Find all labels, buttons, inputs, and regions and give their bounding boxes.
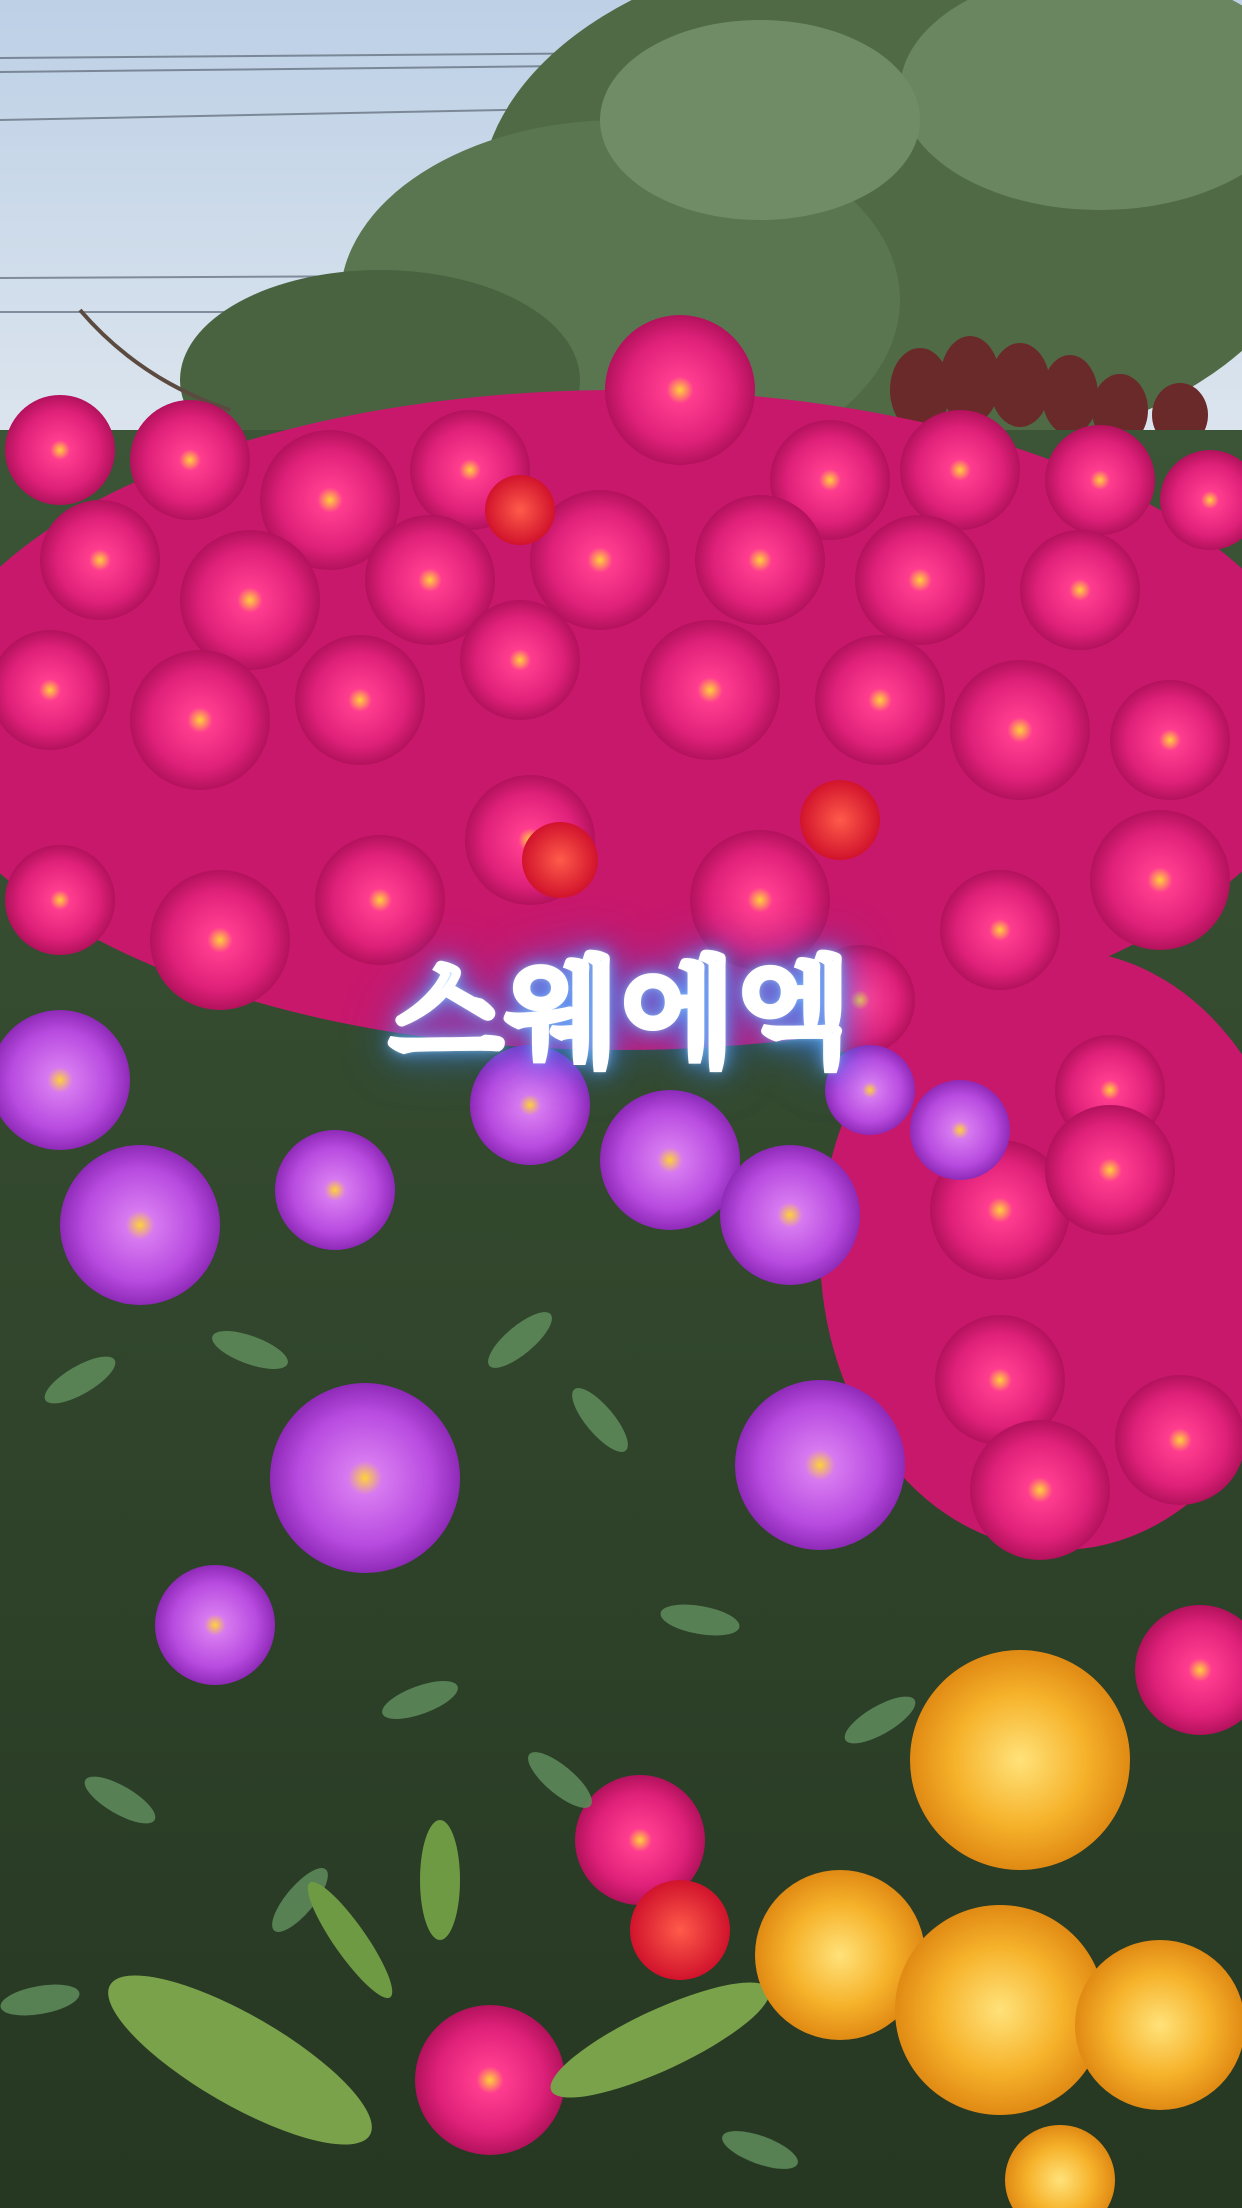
neon-overlay-title: 스웨에엑 [389,945,853,1083]
